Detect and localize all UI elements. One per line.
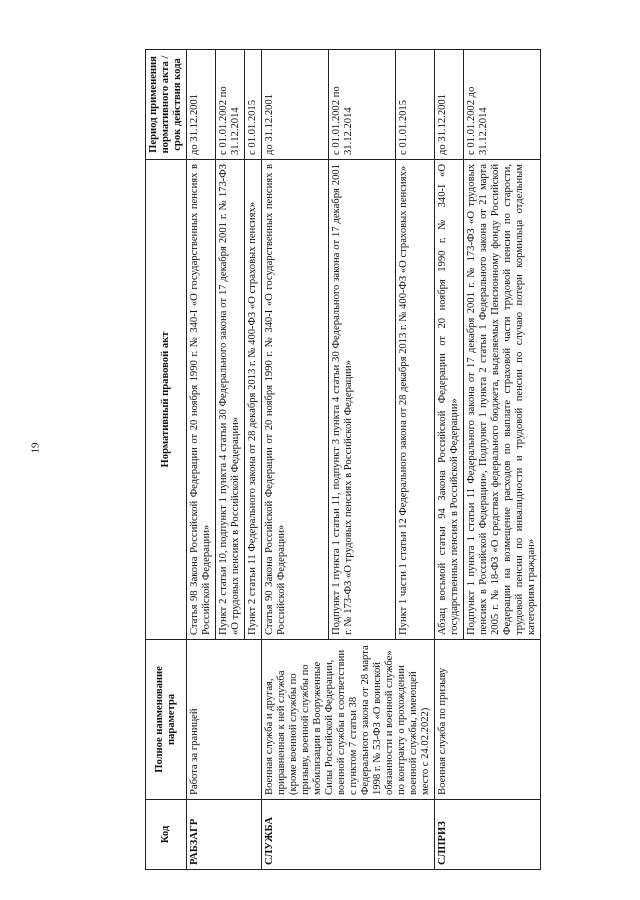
normative-acts-table — [145, 49, 541, 870]
row-act: Пункт 2 статьи 11 Федерального закона от 28 декабря 2013 г. № 400-ФЗ «О страховых пенсиях» — [245, 160, 262, 640]
document-table-rotated — [145, 50, 630, 870]
row-period: с 01.01.2002 до 31.12.2014 — [464, 50, 541, 160]
row-period: с 01.01.2002 по 31.12.2014 — [216, 50, 245, 160]
row-act: Пункт 2 статьи 10, подпункт 1 пункта 4 статьи 30 Федерального закона от 17 декабря 2001 г. № 173-ФЗ «О трудовых пенсиях в Российской Федерации» — [216, 160, 245, 640]
row-period: с 01.01.2015 — [245, 50, 262, 160]
row-act: Пункт 1 части 1 статьи 12 Федерального закона от 28 декабря 2013 г. № 400-ФЗ «О страховых пенсиях» — [395, 160, 434, 640]
row-code: СЛПРИЗ — [435, 800, 541, 870]
row-name: Работа за границей — [187, 640, 262, 800]
row-period: до 31.12.2001 — [262, 50, 329, 160]
table-row — [187, 50, 216, 870]
table-header-row — [146, 50, 187, 870]
row-code: РАБЗАГР — [187, 800, 262, 870]
row-act: Подпункт 1 пункта 1 статьи 11, подпункт 3 пункта 4 статьи 30 Федерального закона от 17 декабря 2001 г. № 173-ФЗ «О трудовых пенсиях в Российской Федерации» — [328, 160, 395, 640]
row-code: СЛУЖБА — [262, 800, 435, 870]
row-period: до 31.12.2001 — [435, 50, 464, 160]
row-act: Статья 90 Закона Российской Федерации от 20 ноября 1990 г. № 340-I «О государственных пенсиях в Российской Федерации» — [262, 160, 329, 640]
row-act: Абзац восьмой статьи 94 Закона Российской Федерации от 20 ноября 1990 г. № 340-I «О государственных пенсиях в Российской Федерации» — [435, 160, 464, 640]
page-number: 19 — [29, 442, 42, 454]
header-name: Полное наименование параметра — [146, 640, 187, 800]
row-name: Военная служба и другая, приравненная к ней служба (кроме военной службы по призыву, военной службы по мобилизации в Вооруженные Силы Российской Федерации, военной службы в соответствии с пунктом 7 статьи 38 Федерального закона от 28 марта 1998 г. № 53-ФЗ «О воинской обязанности и военной службе» по контракту о прохождении военной службы, имеющей место с 24.02.2022) — [262, 640, 435, 800]
header-period: Период применения нормативного акта / срок действия кода — [146, 50, 187, 160]
header-code: Код — [146, 800, 187, 870]
table-row — [262, 50, 329, 870]
row-period: с 01.01.2002 по 31.12.2014 — [328, 50, 395, 160]
row-name: Военная служба по призыву — [435, 640, 541, 800]
row-period: с 01.01.2015 — [395, 50, 434, 160]
row-act: Статья 98 Закона Российской Федерации от 20 ноября 1990 г. № 340-I «О государственных пенсиях в Российской Федерации» — [187, 160, 216, 640]
row-period: до 31.12.2001 — [187, 50, 216, 160]
header-act: Нормативный правовой акт — [146, 160, 187, 640]
table-row — [435, 50, 464, 870]
row-act: Подпункт 1 пункта 1 статьи 11 Федерального закона от 17 декабря 2001 г. № 173-ФЗ «О трудовых пенсиях в Российской Федерации», Подпункт 1 пункта 2 статьи 1 Федерального закона от 21 марта 2005 г. № 18-ФЗ «О средствах федерального бюджета, выделяемых Пенсионному фонду Российской Федерации на возмещение расходов по выплате страховой части трудовой пенсии по старости, трудовой пенсии по инвалидности и трудовой пенсии по случаю потери кормильца отдельным категориям граждан» — [464, 160, 541, 640]
